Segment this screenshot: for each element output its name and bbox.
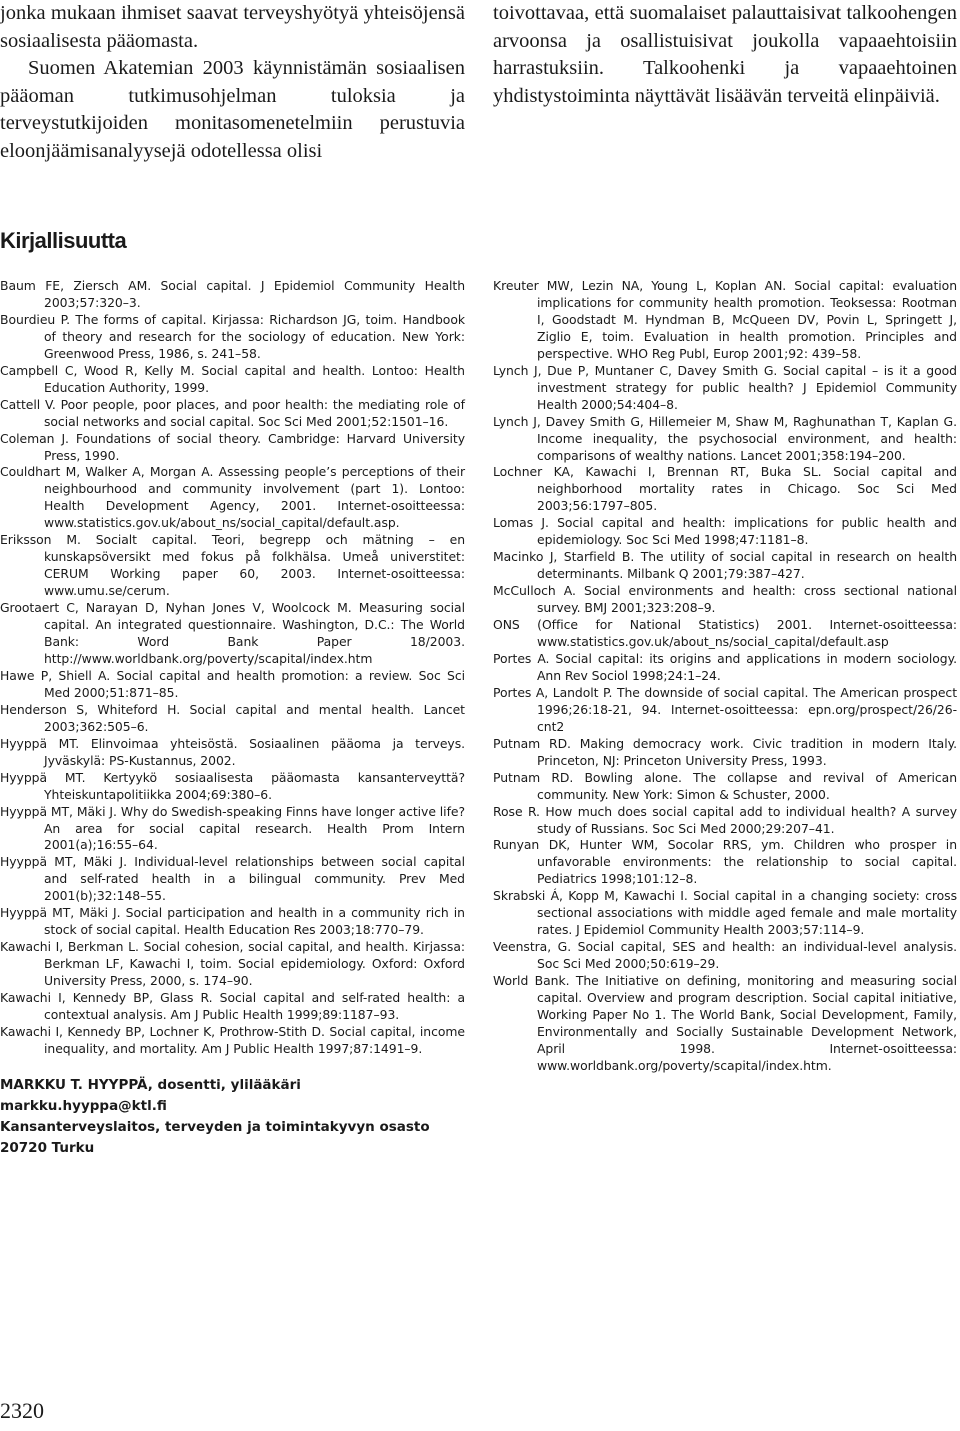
body-text-right-column	[493, 0, 957, 110]
reference-entry: Bourdieu P. The forms of capital. Kirjassa: Richardson JG, toim. Handbook of theory and research for the sociology of education. New York: Greenwood Press, 1986, s. 241–58.	[0, 311, 465, 361]
page-number: 2320	[0, 1398, 44, 1423]
reference-entry: Kawachi I, Berkman L. Social cohesion, social capital, and health. Kirjassa: Berkman LF, Kawachi I, toim. Social epidemiology. Oxford: Oxford University Press, 2000, s. 174–90.	[0, 939, 465, 989]
reference-entry: Campbell C, Wood R, Kelly M. Social capital and health. Lontoo: Health Education Authority, 1999.	[0, 362, 465, 395]
reference-entry: Hyyppä MT. Elinvoimaa yhteisöstä. Sosiaalinen pääoma ja terveys. Jyväskylä: PS-Kustannus, 2002.	[0, 735, 465, 768]
reference-entry: Kawachi I, Kennedy BP, Glass R. Social capital and self-rated health: a contextual analysis. Am J Public Health 1999;89:1187–93.	[0, 990, 465, 1022]
reference-entry: World Bank. The Initiative on defining, monitoring and measuring social capital. Overview and program description. Social capital initiative, Working Paper No 1. The World Bank, Social Development, Family, Environmentally and Socially Sustainable Development Network, April 1998. Internet-osoitteessa: www.worldbank.org/poverty/scapital/index.htm.	[493, 973, 957, 1073]
reference-entry: Lochner KA, Kawachi I, Brennan RT, Buka SL. Social capital and neighborhood mortality rates in Chicago. Soc Sci Med 2003;56:1797–805.	[493, 464, 957, 514]
reference-entry: Henderson S, Whiteford H. Social capital and mental health. Lancet 2003;362:505–6.	[0, 701, 465, 734]
reference-entry: Cattell V. Poor people, poor places, and poor health: the mediating role of social networks and social capital. Soc Sci Med 2001;52:1501–16.	[0, 396, 465, 429]
body-paragraph: toivottavaa, että suomalaiset palauttaisivat talkoohengen arvoonsa ja osallistuisivat joukolla vapaaehtoisiin harrastuksiin. Talkoohenki ja vapaaehtoinen yhdistystoiminta näyttävät lisäävän terveitä elinpäiviä.	[493, 2, 957, 107]
author-info	[0, 1075, 430, 1159]
reference-entry: Hyyppä MT. Kertyykö sosiaalisesta pääomasta kansanterveyttä? Yhteiskuntapolitiikka 2004;69:380–6.	[0, 769, 465, 802]
reference-entry: McCulloch A. Social environments and health: cross sectional national survey. BMJ 2001;323:208–9.	[493, 583, 957, 616]
reference-entry: Veenstra, G. Social capital, SES and health: an individual-level analysis. Soc Sci Med 2000;50:619–29.	[493, 939, 957, 972]
reference-entry: Hyyppä MT, Mäki J. Why do Swedish-speaking Finns have longer active life? An area for social capital research. Health Prom Intern 2001(a);16:55–64.	[0, 803, 465, 853]
reference-entry: Portes A. Social capital: its origins and applications in modern sociology. Ann Rev Sociol 1998;24:1–24.	[493, 650, 957, 683]
reference-entry: Putnam RD. Making democracy work. Civic tradition in modern Italy. Princeton, NJ: Princeton University Press, 1993.	[493, 735, 957, 768]
reference-entry: Lomas J. Social capital and health: implications for public health and epidemiology. Soc Sci Med 1998;47:1181–8.	[493, 515, 957, 548]
reference-entry: Kawachi I, Kennedy BP, Lochner K, Prothrow-Stith D. Social capital, income inequality, and mortality. Am J Public Health 1997;87:1491–9.	[0, 1023, 465, 1056]
reference-entry: Couldhart M, Walker A, Morgan A. Assessing people’s perceptions of their neighbourhood and community involvement (part 1). Lontoo: Health Development Agency, 2001. Internet-osoitteessa: www.statistics.gov.uk/about_ns/social_capital/default.asp.	[0, 464, 465, 531]
reference-entry: Grootaert C, Narayan D, Nyhan Jones V, Woolcock M. Measuring social capital. An integrated questionnaire. Washington, D.C.: The World Bank: Word Bank Paper 18/2003. http://www.worldbank.org/poverty/scapital/index.htm	[0, 600, 465, 666]
reference-entry: Rose R. How much does social capital add to individual health? A survey study of Russians. Soc Sci Med 2000;29:207–41.	[493, 803, 957, 836]
references-right-column	[493, 278, 957, 1075]
author-address: 20720 Turku	[0, 1140, 95, 1156]
reference-entry: Kreuter MW, Lezin NA, Young L, Koplan AN. Social capital: evaluation implications for community health promotion. Teoksessa: Rootman I, Goodstadt M. Hyndman B, McQueen DV, Povin L, Springett J, Ziglio E, toim. Evaluation in health promotion. Principles and perspective. WHO Reg Publ, Europ 2001;92: 439–58.	[493, 278, 957, 361]
body-text-left-column	[0, 0, 465, 166]
author-email[interactable]: markku.hyyppa@ktl.fi	[0, 1098, 167, 1114]
reference-entry: Skrabski Á, Kopp M, Kawachi I. Social capital in a changing society: cross sectional associations with middle aged female and male mortality rates. J Epidemiol Community Health 2003;57:114–9.	[493, 888, 957, 938]
author-name: MARKKU T. HYYPPÄ, dosentti, ylilääkäri	[0, 1077, 301, 1093]
references-heading: Kirjallisuutta	[0, 228, 127, 253]
author-affiliation: Kansanterveyslaitos, terveyden ja toimintakyvyn osasto	[0, 1119, 430, 1135]
reference-entry: Coleman J. Foundations of social theory. Cambridge: Harvard University Press, 1990.	[0, 430, 465, 463]
reference-entry: Hyyppä MT, Mäki J. Individual-level relationships between social capital and self-rated health in a bilingual community. Prev Med 2001(b);32:148–55.	[0, 854, 465, 904]
reference-entry: Baum FE, Ziersch AM. Social capital. J Epidemiol Community Health 2003;57:320–3.	[0, 278, 465, 310]
reference-entry: Runyan DK, Hunter WM, Socolar RRS, ym. Children who prosper in unfavorable environments: the relationship to social capital. Pediatrics 1998;101:12–8.	[493, 837, 957, 887]
reference-entry: Portes A, Landolt P. The downside of social capital. The American prospect 1996;26:18-21, 94. Internet-osoitteessa: epn.org/prospect/26/26-cnt2	[493, 684, 957, 734]
body-paragraph: Suomen Akatemian 2003 käynnistämän sosiaalisen pääoman tutkimusohjelman tuloksia ja terveystutkijoiden monitasomenetelmiin perustuvia eloonjäämisanalyysejä odotellessa olisi	[0, 57, 465, 162]
reference-entry: Lynch J, Due P, Muntaner C, Davey Smith G. Social capital – is it a good investment strategy for public health? J Epidemiol Community Health 2000;54:404–8.	[493, 362, 957, 412]
reference-entry: Hyyppä MT, Mäki J. Social participation and health in a community rich in stock of social capital. Health Education Res 2003;18:770–79.	[0, 905, 465, 938]
references-left-column	[0, 278, 465, 1058]
reference-entry: Eriksson M. Socialt capital. Teori, begrepp och mätning – en kunskapsöversikt med fokus på folkhälsa. Umeå universtitet: CERUM Working paper 60, 2003. Internet-osoitteessa: www.umu.se/cerum.	[0, 532, 465, 599]
reference-entry: Hawe P, Shiell A. Social capital and health promotion: a review. Soc Sci Med 2000;51:871–85.	[0, 667, 465, 700]
reference-entry: Lynch J, Davey Smith G, Hillemeier M, Shaw M, Raghunathan T, Kaplan G. Income inequality, the psychosocial environment, and health: comparisons of wealthy nations. Lancet 2001;358:194–200.	[493, 413, 957, 463]
body-paragraph: jonka mukaan ihmiset saavat terveyshyötyä yhteisöjensä sosiaalisesta pääomasta.	[0, 2, 465, 52]
reference-entry: Putnam RD. Bowling alone. The collapse and revival of American community. New York: Simon & Schuster, 2000.	[493, 769, 957, 802]
reference-entry: Macinko J, Starfield B. The utility of social capital in research on health determinants. Milbank Q 2001;79:387–427.	[493, 549, 957, 582]
reference-entry: ONS (Office for National Statistics) 2001. Internet-osoitteessa: www.statistics.gov.uk/about_ns/social_capital/default.asp	[493, 617, 957, 650]
